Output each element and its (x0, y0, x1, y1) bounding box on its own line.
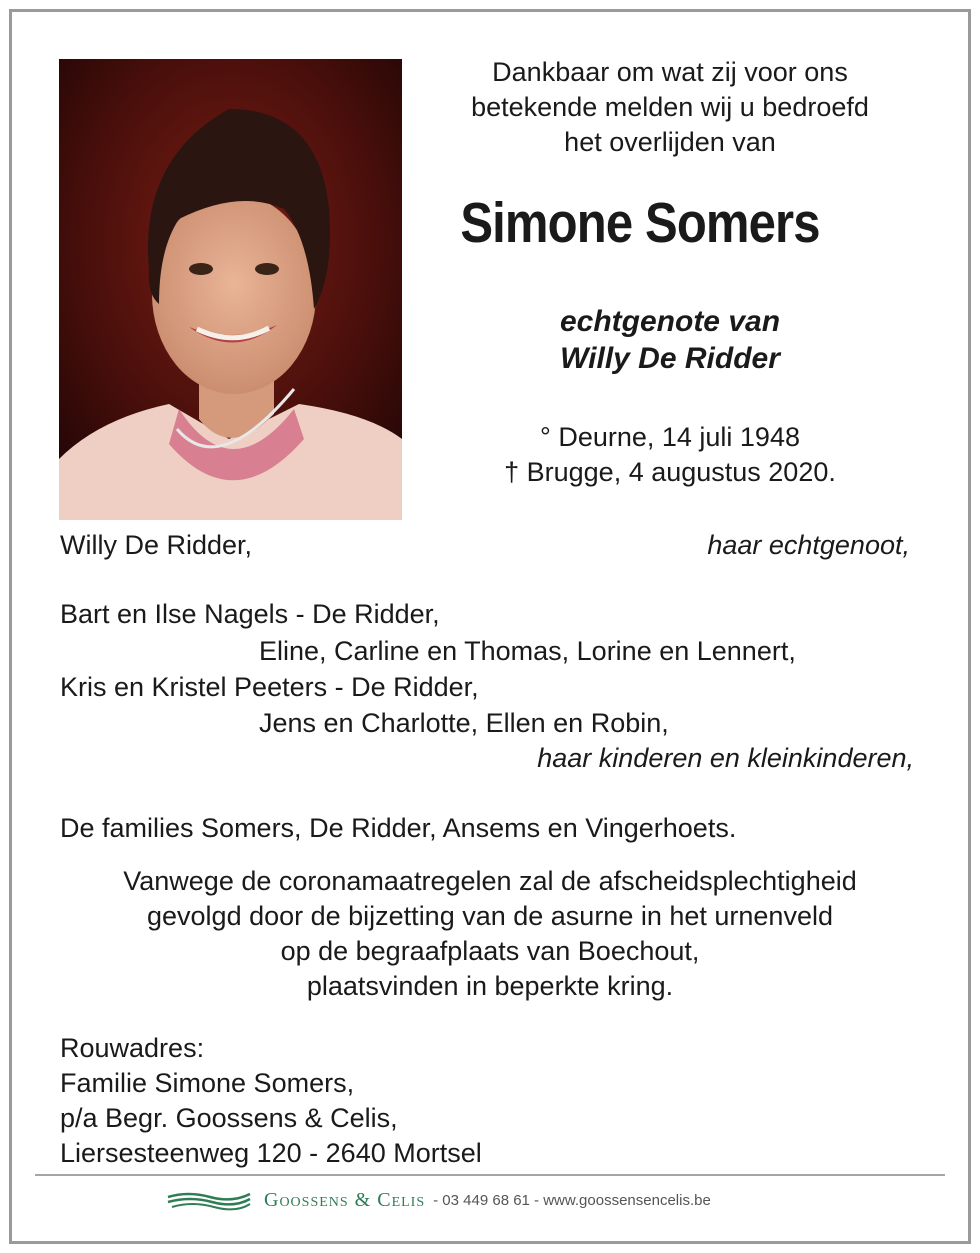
address-line: p/a Begr. Goossens & Celis, (60, 1103, 398, 1133)
intro-line: het overlijden van (564, 127, 776, 157)
families-line: De families Somers, De Ridder, Ansems en Vingerhoets. (60, 813, 737, 843)
notice-line: plaatsvinden in beperkte kring. (306, 971, 674, 1001)
dates-block (420, 420, 920, 490)
address-line: Familie Simone Somers, (60, 1068, 355, 1098)
address-label: Rouwadres: (60, 1033, 205, 1063)
portrait-image (59, 59, 402, 520)
ceremony-notice (40, 864, 940, 1004)
intro-line: betekende melden wij u bedroefd (471, 92, 869, 122)
child-2: Kris en Kristel Peeters - De Ridder, (60, 672, 479, 702)
grandchildren-1: Eline, Carline en Thomas, Lorine en Lennert, (259, 636, 796, 666)
notice-line: op de begraafplaats van Boechout, (280, 936, 700, 966)
children-role: haar kinderen en kleinkinderen, (537, 743, 914, 773)
husband-name: Willy De Ridder, (60, 530, 253, 560)
grandchildren-2: Jens en Charlotte, Ellen en Robin, (259, 708, 669, 738)
mourning-address (60, 1031, 482, 1171)
footer-divider (35, 1174, 945, 1176)
notice-line: Vanwege de coronamaatregelen zal de afscheidsplechtigheid (123, 866, 857, 896)
portrait-photo (59, 59, 402, 520)
funeral-home-footer (166, 1186, 711, 1214)
intro-line: Dankbaar om wat zij voor ons (492, 57, 848, 87)
spouse-block (420, 303, 920, 377)
deceased-name: Simone Somers (460, 191, 820, 255)
address-line: Liersesteenweg 120 - 2640 Mortsel (60, 1138, 482, 1168)
husband-role: haar echtgenoot, (707, 530, 910, 560)
intro-text (420, 55, 920, 160)
death-date: † Brugge, 4 augustus 2020. (504, 457, 836, 487)
notice-line: gevolgd door de bijzetting van de asurne in het urnenveld (147, 901, 833, 931)
wave-logo-icon (166, 1189, 252, 1211)
spouse-name: Willy De Ridder (560, 342, 780, 375)
spouse-label: echtgenote van (559, 305, 781, 338)
child-1: Bart en Ilse Nagels - De Ridder, (60, 599, 440, 629)
brand-name: Goossens & Celis (264, 1188, 426, 1211)
contact-info[interactable]: - 03 449 68 61 - www.goossensencelis.be (433, 1191, 711, 1209)
birth-date: ° Deurne, 14 juli 1948 (540, 422, 800, 452)
